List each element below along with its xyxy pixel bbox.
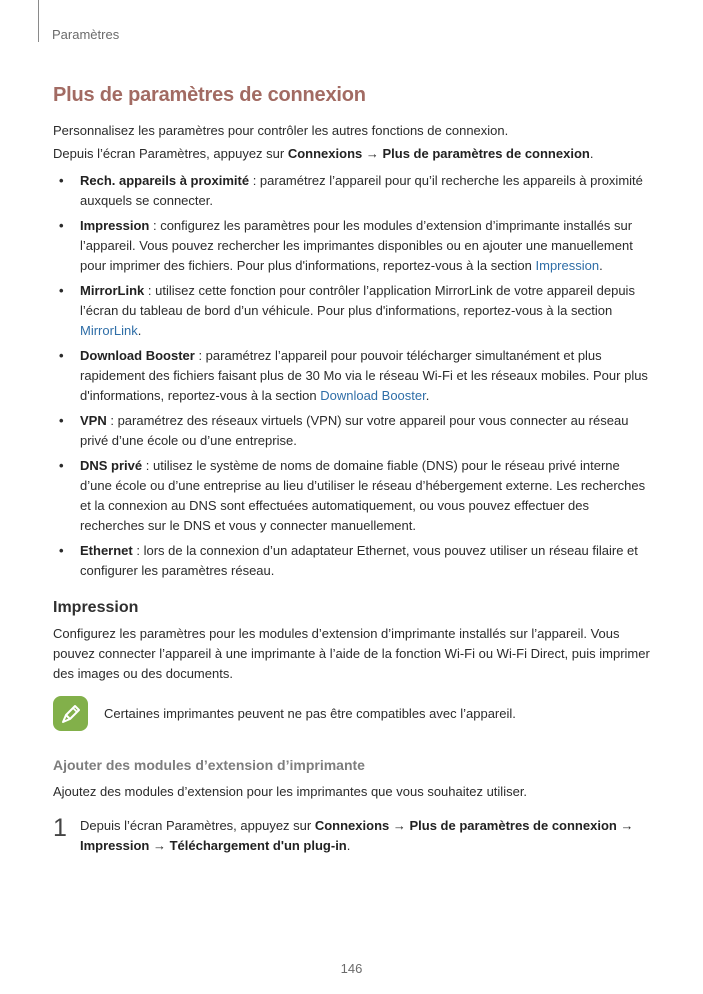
- list-item: • Download Booster : paramétrez l’appareil pour pouvoir télécharger simultanément et plus rapidement des fichiers faisant plus de 30 Mo via le réseau Wi-Fi et les réseaux mobiles. Pour plus d'informations, reportez-vous à la section Download Booster.: [59, 348, 648, 403]
- note-box: [53, 696, 653, 731]
- path-plus-parametres: Plus de paramètres de connexion: [382, 146, 590, 161]
- section-path: Depuis l’écran Paramètres, appuyez sur Connexions → Plus de paramètres de connexion.: [53, 146, 594, 161]
- step-number: 1: [53, 814, 67, 842]
- note-pencil-icon: [53, 696, 88, 731]
- impression-heading: Impression: [53, 599, 139, 616]
- item-term: Rech. appareils à proximité: [80, 173, 250, 188]
- list-item: • MirrorLink : utilisez cette fonction pour contrôler l’application MirrorLink de votre appareil depuis l’écran du tableau de bord d’un véhicule. Pour plus d'informations, reportez-vous à la section MirrorLink.: [59, 283, 635, 338]
- settings-list: [53, 171, 653, 581]
- path-connexions: Connexions: [287, 146, 363, 161]
- item-term: Impression: [80, 218, 150, 233]
- list-item: • Impression : configurez les paramètres pour les modules d’extension d’imprimante installés sur l’appareil. Vous pouvez rechercher les imprimantes disponibles ou en ajouter une manuellement pour imprimer des fichiers. Pour plus d'informations, reportez-vous à la section Impression.: [59, 218, 633, 273]
- list-item: • VPN : paramétrez des réseaux virtuels (VPN) sur votre appareil pour vous connecter au réseau privé d’une école ou d’une entreprise.: [59, 413, 629, 448]
- step-1: [53, 816, 653, 856]
- bullet-icon: •: [59, 218, 64, 233]
- margin-rule: [38, 0, 39, 42]
- item-term: DNS privé: [80, 458, 143, 473]
- item-term: Ethernet: [80, 543, 133, 558]
- bullet-icon: •: [59, 348, 64, 363]
- list-item: • DNS privé : utilisez le système de noms de domaine fiable (DNS) pour le réseau privé interne d’une école ou d’une entreprise au lieu d’utiliser le réseau d’hébergement externe. Les recherches et la connexion au DNS sont effectuées automatiquement, ou vous pouvez effectuer des recherches sur le DNS et vous y connecter manuellement.: [59, 458, 646, 533]
- bullet-icon: •: [59, 413, 64, 428]
- subsection-heading: Ajouter des modules d’extension d’imprimante: [53, 757, 365, 773]
- link-mirrorlink[interactable]: MirrorLink: [80, 323, 138, 338]
- step-text: Depuis l’écran Paramètres, appuyez sur Connexions → Plus de paramètres de connexion → Impression → Téléchargement d'un plug-in.: [80, 818, 634, 853]
- bullet-icon: •: [59, 173, 64, 188]
- bullet-icon: •: [59, 458, 64, 473]
- impression-body: Configurez les paramètres pour les modules d’extension d’imprimante installés sur l’appareil. Vous pouvez connecter l’appareil à une imprimante à l’aide de la fonction Wi-Fi ou Wi-Fi Direct, puis imprimer des images ou des documents.: [53, 626, 650, 681]
- list-item: • Ethernet : lors de la connexion d’un adaptateur Ethernet, vous pouvez utiliser un réseau filaire et configurer les paramètres réseau.: [59, 543, 638, 578]
- page-content: [53, 84, 653, 856]
- bullet-icon: •: [59, 543, 64, 558]
- item-term: Download Booster: [80, 348, 195, 363]
- bullet-icon: •: [59, 283, 64, 298]
- item-term: MirrorLink: [80, 283, 145, 298]
- list-item: • Rech. appareils à proximité : paramétrez l’appareil pour qu’il recherche les appareils à proximité auxquels se connecter.: [59, 173, 643, 208]
- item-term: VPN: [80, 413, 107, 428]
- section-title: Plus de paramètres de connexion: [53, 84, 366, 106]
- note-text: Certaines imprimantes peuvent ne pas être compatibles avec l’appareil.: [104, 705, 516, 721]
- link-download-booster[interactable]: Download Booster: [320, 388, 426, 403]
- subsection-body: Ajoutez des modules d’extension pour les imprimantes que vous souhaitez utiliser.: [53, 784, 528, 799]
- link-impression[interactable]: Impression: [535, 258, 600, 273]
- page-number: 146: [340, 961, 363, 976]
- running-header: Paramètres: [52, 27, 120, 42]
- section-intro: Personnalisez les paramètres pour contrôler les autres fonctions de connexion.: [53, 123, 509, 138]
